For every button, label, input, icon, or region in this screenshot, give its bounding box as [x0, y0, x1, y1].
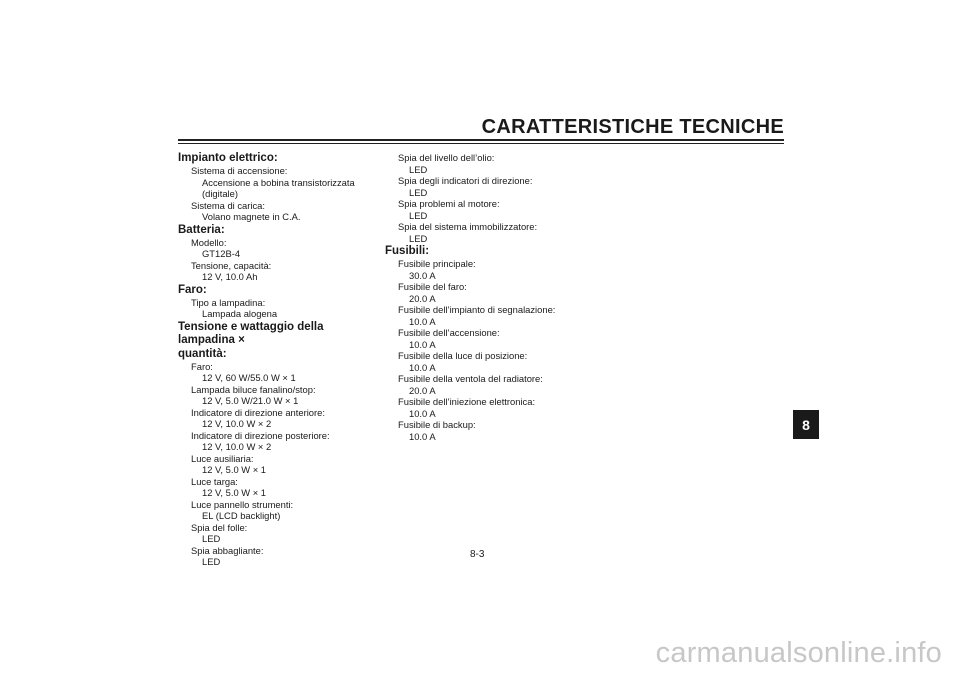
spec-label: Fusibile dell’iniezione elettronica:: [398, 396, 536, 407]
spec-value: Accensione a bobina transistorizzata: [202, 176, 355, 188]
spec-value: Volano magnete in C.A.: [202, 211, 301, 222]
spec-value: 12 V, 60 W/55.0 W × 1: [202, 372, 296, 383]
spec-value: LED: [202, 533, 221, 544]
spec-value: 20.0 A: [409, 384, 436, 396]
spec-label: Spia problemi al motore:: [398, 198, 500, 209]
spec-value: 10.0 A: [409, 338, 436, 350]
spec-label: Indicatore di direzione posteriore:: [191, 429, 330, 441]
spec-value: 12 V, 5.0 W × 1: [202, 487, 267, 498]
spec-value: EL (LCD backlight): [202, 510, 281, 521]
header-rule-thick: [178, 139, 784, 141]
spec-value: LED: [409, 186, 428, 198]
spec-label: Modello:: [191, 236, 227, 248]
spec-label: Tensione, capacità:: [191, 259, 272, 271]
spec-label: Fusibile dell’impianto di segnalazione:: [398, 304, 556, 315]
spec-value: 12 V, 5.0 W/21.0 W × 1: [202, 395, 299, 406]
spec-heading: Impianto elettrico:: [178, 152, 278, 164]
spec-value: 20.0 A: [409, 292, 436, 304]
left-spec-column: [178, 152, 378, 568]
header-rule-thin: [178, 143, 784, 144]
spec-value: 10.0 A: [409, 315, 436, 327]
spec-label: Fusibile della ventola del radiatore:: [398, 373, 543, 384]
spec-label: Fusibile del faro:: [398, 281, 467, 292]
spec-value: LED: [409, 209, 428, 221]
spec-label: Spia abbagliante:: [191, 544, 264, 556]
spec-value: (digitale): [202, 188, 238, 199]
spec-label: Luce targa:: [191, 475, 238, 487]
spec-label: Sistema di accensione:: [191, 165, 288, 176]
spec-label: Lampada biluce fanalino/stop:: [191, 383, 316, 395]
page-title: CARATTERISTICHE TECNICHE: [481, 116, 784, 138]
spec-value: Lampada alogena: [202, 308, 278, 319]
spec-label: Tipo a lampadina:: [191, 296, 266, 308]
spec-label: Spia degli indicatori di direzione:: [398, 175, 533, 186]
spec-label: Indicatore di direzione anteriore:: [191, 406, 325, 418]
spec-value: 10.0 A: [409, 361, 436, 373]
spec-label: Faro:: [191, 360, 213, 372]
spec-value: LED: [202, 556, 221, 567]
spec-value: LED: [409, 232, 428, 244]
spec-value: 10.0 A: [409, 407, 436, 419]
spec-value: 12 V, 10.0 W × 2: [202, 441, 272, 452]
spec-value: 12 V, 5.0 W × 1: [202, 464, 267, 475]
spec-label: Spia del sistema immobilizzatore:: [398, 221, 538, 232]
spec-value: 10.0 A: [409, 430, 436, 442]
spec-heading: quantità:: [178, 347, 227, 360]
spec-label: Fusibile della luce di posizione:: [398, 350, 528, 361]
spec-value: GT12B-4: [202, 248, 241, 259]
spec-label: Sistema di carica:: [191, 199, 265, 211]
spec-heading: Faro:: [178, 283, 207, 296]
watermark: carmanualsonline.info: [655, 637, 942, 669]
spec-label: Luce pannello strumenti:: [191, 498, 294, 510]
spec-value: 12 V, 10.0 W × 2: [202, 418, 272, 429]
spec-label: Fusibile di backup:: [398, 419, 476, 430]
spec-heading: Tensione e wattaggio della lampadina ×: [178, 320, 324, 346]
section-tab: 8: [793, 410, 819, 439]
spec-label: Luce ausiliaria:: [191, 452, 254, 464]
spec-heading: Batteria:: [178, 223, 225, 236]
spec-label: Fusibile dell’accensione:: [398, 327, 500, 338]
spec-value: LED: [409, 163, 428, 175]
spec-label: Spia del folle:: [191, 521, 248, 533]
spec-label: Spia del livello dell’olio:: [398, 152, 495, 163]
spec-value: 12 V, 10.0 Ah: [202, 271, 258, 282]
page-number: 8-3: [470, 549, 485, 560]
spec-value: 30.0 A: [409, 269, 436, 281]
spec-label: Fusibile principale:: [398, 258, 476, 269]
right-spec-column: [385, 152, 595, 442]
spec-heading: Fusibili:: [385, 245, 430, 257]
